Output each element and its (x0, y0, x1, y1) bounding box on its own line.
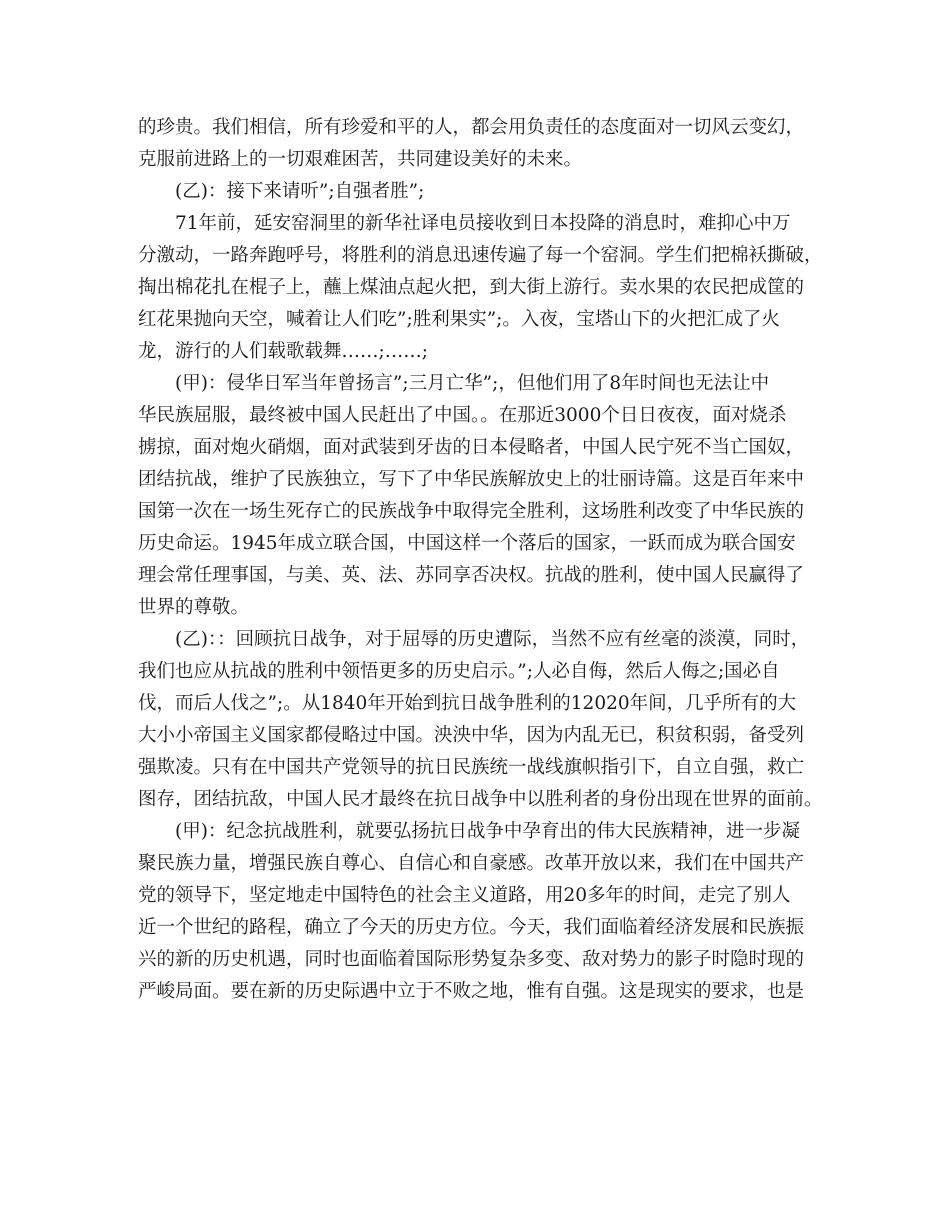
text-line: 党的领导下，坚定地走中国特色的社会主义道路，用20多年的时间，走完了别人 (138, 885, 791, 906)
text-line: 掳掠，面对炮火硝烟，面对武装到牙齿的日本侵略者，中国人民宁死不当亡国奴， (138, 437, 805, 458)
text-line: 历史命运。1945年成立联合国，中国这样一个落后的国家，一跃而成为联合国安 (138, 533, 796, 554)
text-line: 我们也应从抗战的胜利中领悟更多的历史启示。”;人必自侮，然后人侮之;国必自 (138, 661, 780, 682)
text-line: 理会常任理事国，与美、英、法、苏同享否决权。抗战的胜利，使中国人民赢得了 (138, 565, 805, 586)
text-line: 的珍贵。我们相信，所有珍爱和平的人，都会用负责任的态度面对一切风云变幻， (138, 117, 805, 138)
text-line: 国第一次在一场生死存亡的民族战争中取得完全胜利，这场胜利改变了中华民族的 (138, 501, 805, 522)
text-line: 强欺凌。只有在中国共产党领导的抗日民族统一战线旗帜指引下，自立自强，救亡 (138, 757, 805, 778)
text-line: 71年前，延安窑洞里的新华社译电员接收到日本投降的消息时，难抑心中万 (175, 213, 791, 234)
text-line: 大小小帝国主义国家都侵略过中国。泱泱中华，因为内乱无已，积贫积弱，备受列 (138, 725, 805, 746)
text-line: 华民族屈服，最终被中国人民赶出了中国。。在那近3000个日日夜夜，面对烧杀 (138, 405, 787, 426)
text-line: (甲)：侵华日军当年曾扬言”;三月亡华”;，但他们用了8年时间也无法让中 (175, 373, 770, 394)
text-line: 掏出棉花扎在棍子上，蘸上煤油点起火把，到大街上游行。卖水果的农民把成筐的 (138, 277, 805, 298)
text-line: (乙)：接下来请听”;自强者胜”; (175, 181, 425, 202)
text-line: 龙，游行的人们载歌载舞……;……; (138, 341, 428, 362)
text-line: (甲)：纪念抗战胜利，就要弘扬抗日战争中孕育出的伟大民族精神，进一步凝 (175, 821, 800, 842)
text-line: 图存，团结抗敌，中国人民才最终在抗日战争中以胜利者的身份出现在世界的面前。 (138, 789, 823, 810)
text-line: (乙)：：回顾抗日战争，对于屈辱的历史遭际，当然不应有丝毫的淡漠，同时， (175, 629, 810, 650)
text-line: 聚民族力量，增强民族自尊心、自信心和自豪感。改革开放以来，我们在中国共产 (138, 853, 805, 874)
text-line: 世界的尊敬。 (138, 597, 250, 618)
text-line: 近一个世纪的路程，确立了今天的历史方位。今天，我们面临着经济发展和民族振 (138, 917, 805, 938)
text-line: 克服前进路上的一切艰难困苦，共同建设美好的未来。 (138, 149, 583, 170)
text-line: 红花果抛向天空，喊着让人们吃”;胜利果实”;。入夜，宝塔山下的火把汇成了火 (138, 309, 780, 330)
text-line: 严峻局面。要在新的历史际遇中立于不败之地，惟有自强。这是现实的要求，也是 (138, 981, 805, 1002)
text-line: 伐，而后人伐之”;。从1840年开始到抗日战争胜利的12020年间，几乎所有的大 (138, 693, 797, 714)
document-body (138, 112, 828, 1008)
text-line: 分激动，一路奔跑呼号，将胜利的消息迅速传遍了每一个窑洞。学生们把棉袄撕破， (138, 245, 823, 266)
text-line: 团结抗战，维护了民族独立，写下了中华民族解放史上的壮丽诗篇。这是百年来中 (138, 469, 805, 490)
text-line: 兴的新的历史机遇，同时也面临着国际形势复杂多变、敌对势力的影子时隐时现的 (138, 949, 805, 970)
